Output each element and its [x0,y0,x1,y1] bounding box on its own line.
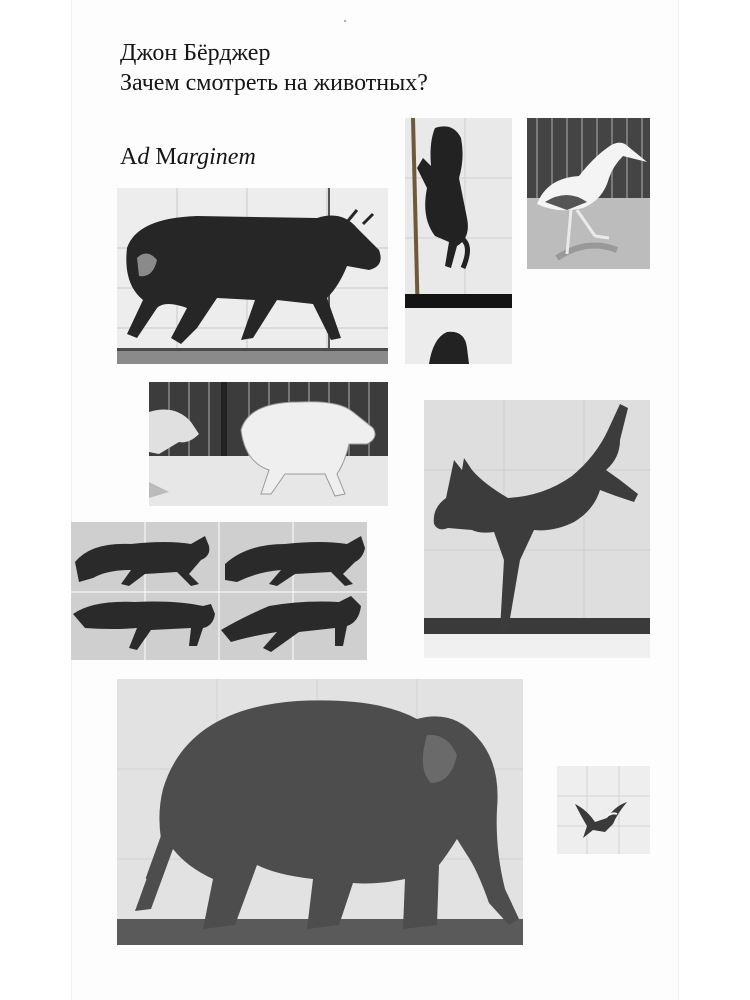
author-name: Джон Бёрджер [120,40,271,66]
stork-illustration [527,118,650,269]
capybara-photo [149,382,388,506]
publisher-name [120,144,256,171]
publisher-part: arginem [176,144,256,170]
pigeon-photo [557,766,650,854]
publisher-part: M [155,144,177,170]
publisher-part: A [120,144,138,170]
elephant-illustration [117,679,523,945]
pigeon-illustration [557,766,650,854]
monkey-photo [405,118,512,364]
capybara-illustration [149,382,388,506]
print-speck [344,20,346,22]
cat-sequence-photo [71,522,367,660]
publisher-part: d [137,144,156,170]
ox-photo [117,188,388,364]
cat-sequence-illustration [71,522,367,660]
stork-photo [527,118,650,269]
monkey-illustration [405,118,512,364]
elephant-photo [117,679,523,945]
book-title: Зачем смотреть на животных? [120,70,428,96]
donkey-photo [424,400,650,658]
ox-illustration [117,188,388,364]
donkey-illustration [424,400,650,658]
